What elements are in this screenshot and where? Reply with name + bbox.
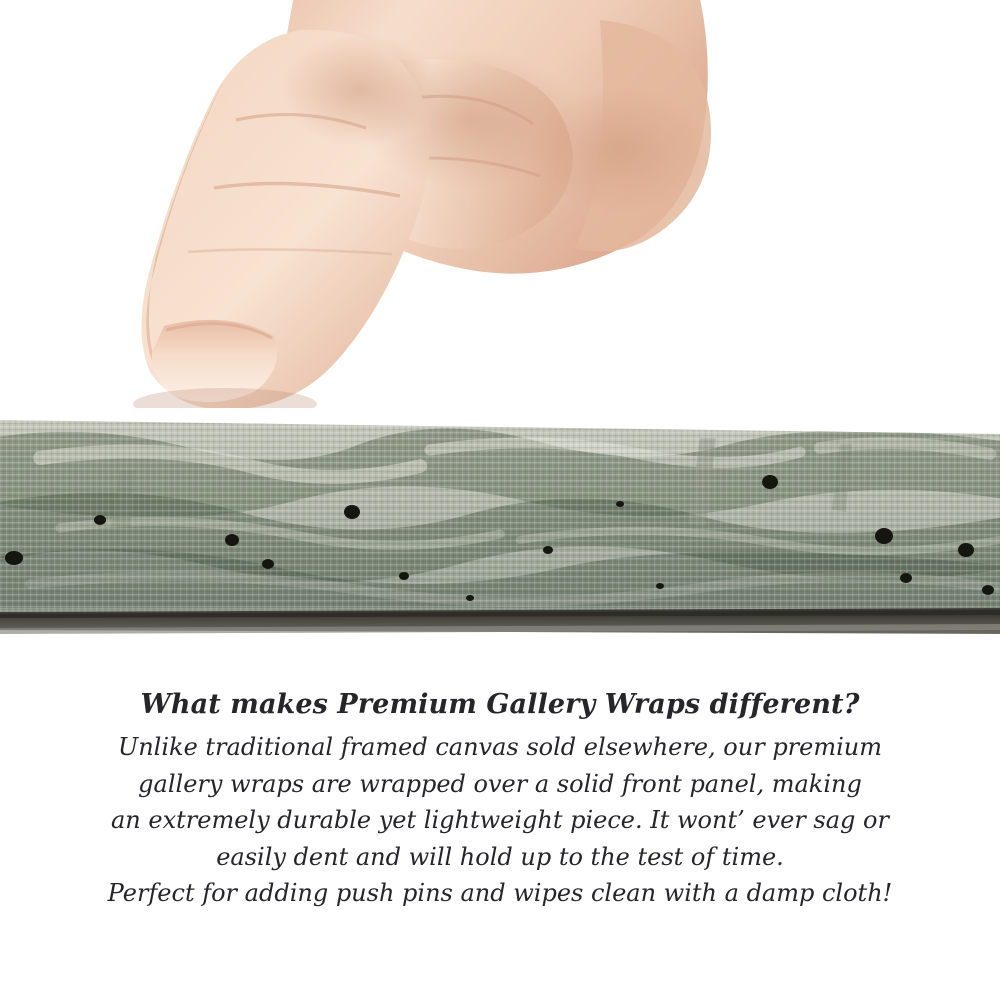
hand-illustration bbox=[0, 0, 1000, 430]
caption-line-3: an extremely durable yet lightweight piece. It wont’ ever sag or bbox=[111, 806, 889, 835]
caption-line-1: Unlike traditional framed canvas sold elsewhere, our premium bbox=[117, 733, 882, 762]
knuckle-shade-3 bbox=[280, 34, 440, 146]
canvas-edge-illustration bbox=[0, 408, 1000, 640]
caption-line-5: Perfect for adding push pins and wipes clean with a damp cloth! bbox=[107, 879, 893, 908]
caption-line-4: easily dent and will hold up to the test of time. bbox=[216, 842, 784, 871]
caption-heading: What makes Premium Gallery Wraps different? bbox=[140, 689, 860, 720]
knuckle-shade-2 bbox=[530, 86, 710, 214]
caption-line-2: gallery wraps are wrapped over a solid front panel, making bbox=[138, 769, 862, 798]
canvas-face bbox=[0, 408, 1000, 640]
canvas-edge-photo-region bbox=[0, 408, 1000, 640]
caption-block bbox=[0, 690, 1000, 912]
hand-photo-region bbox=[0, 0, 1000, 430]
canvas-weave-texture bbox=[0, 408, 1000, 640]
